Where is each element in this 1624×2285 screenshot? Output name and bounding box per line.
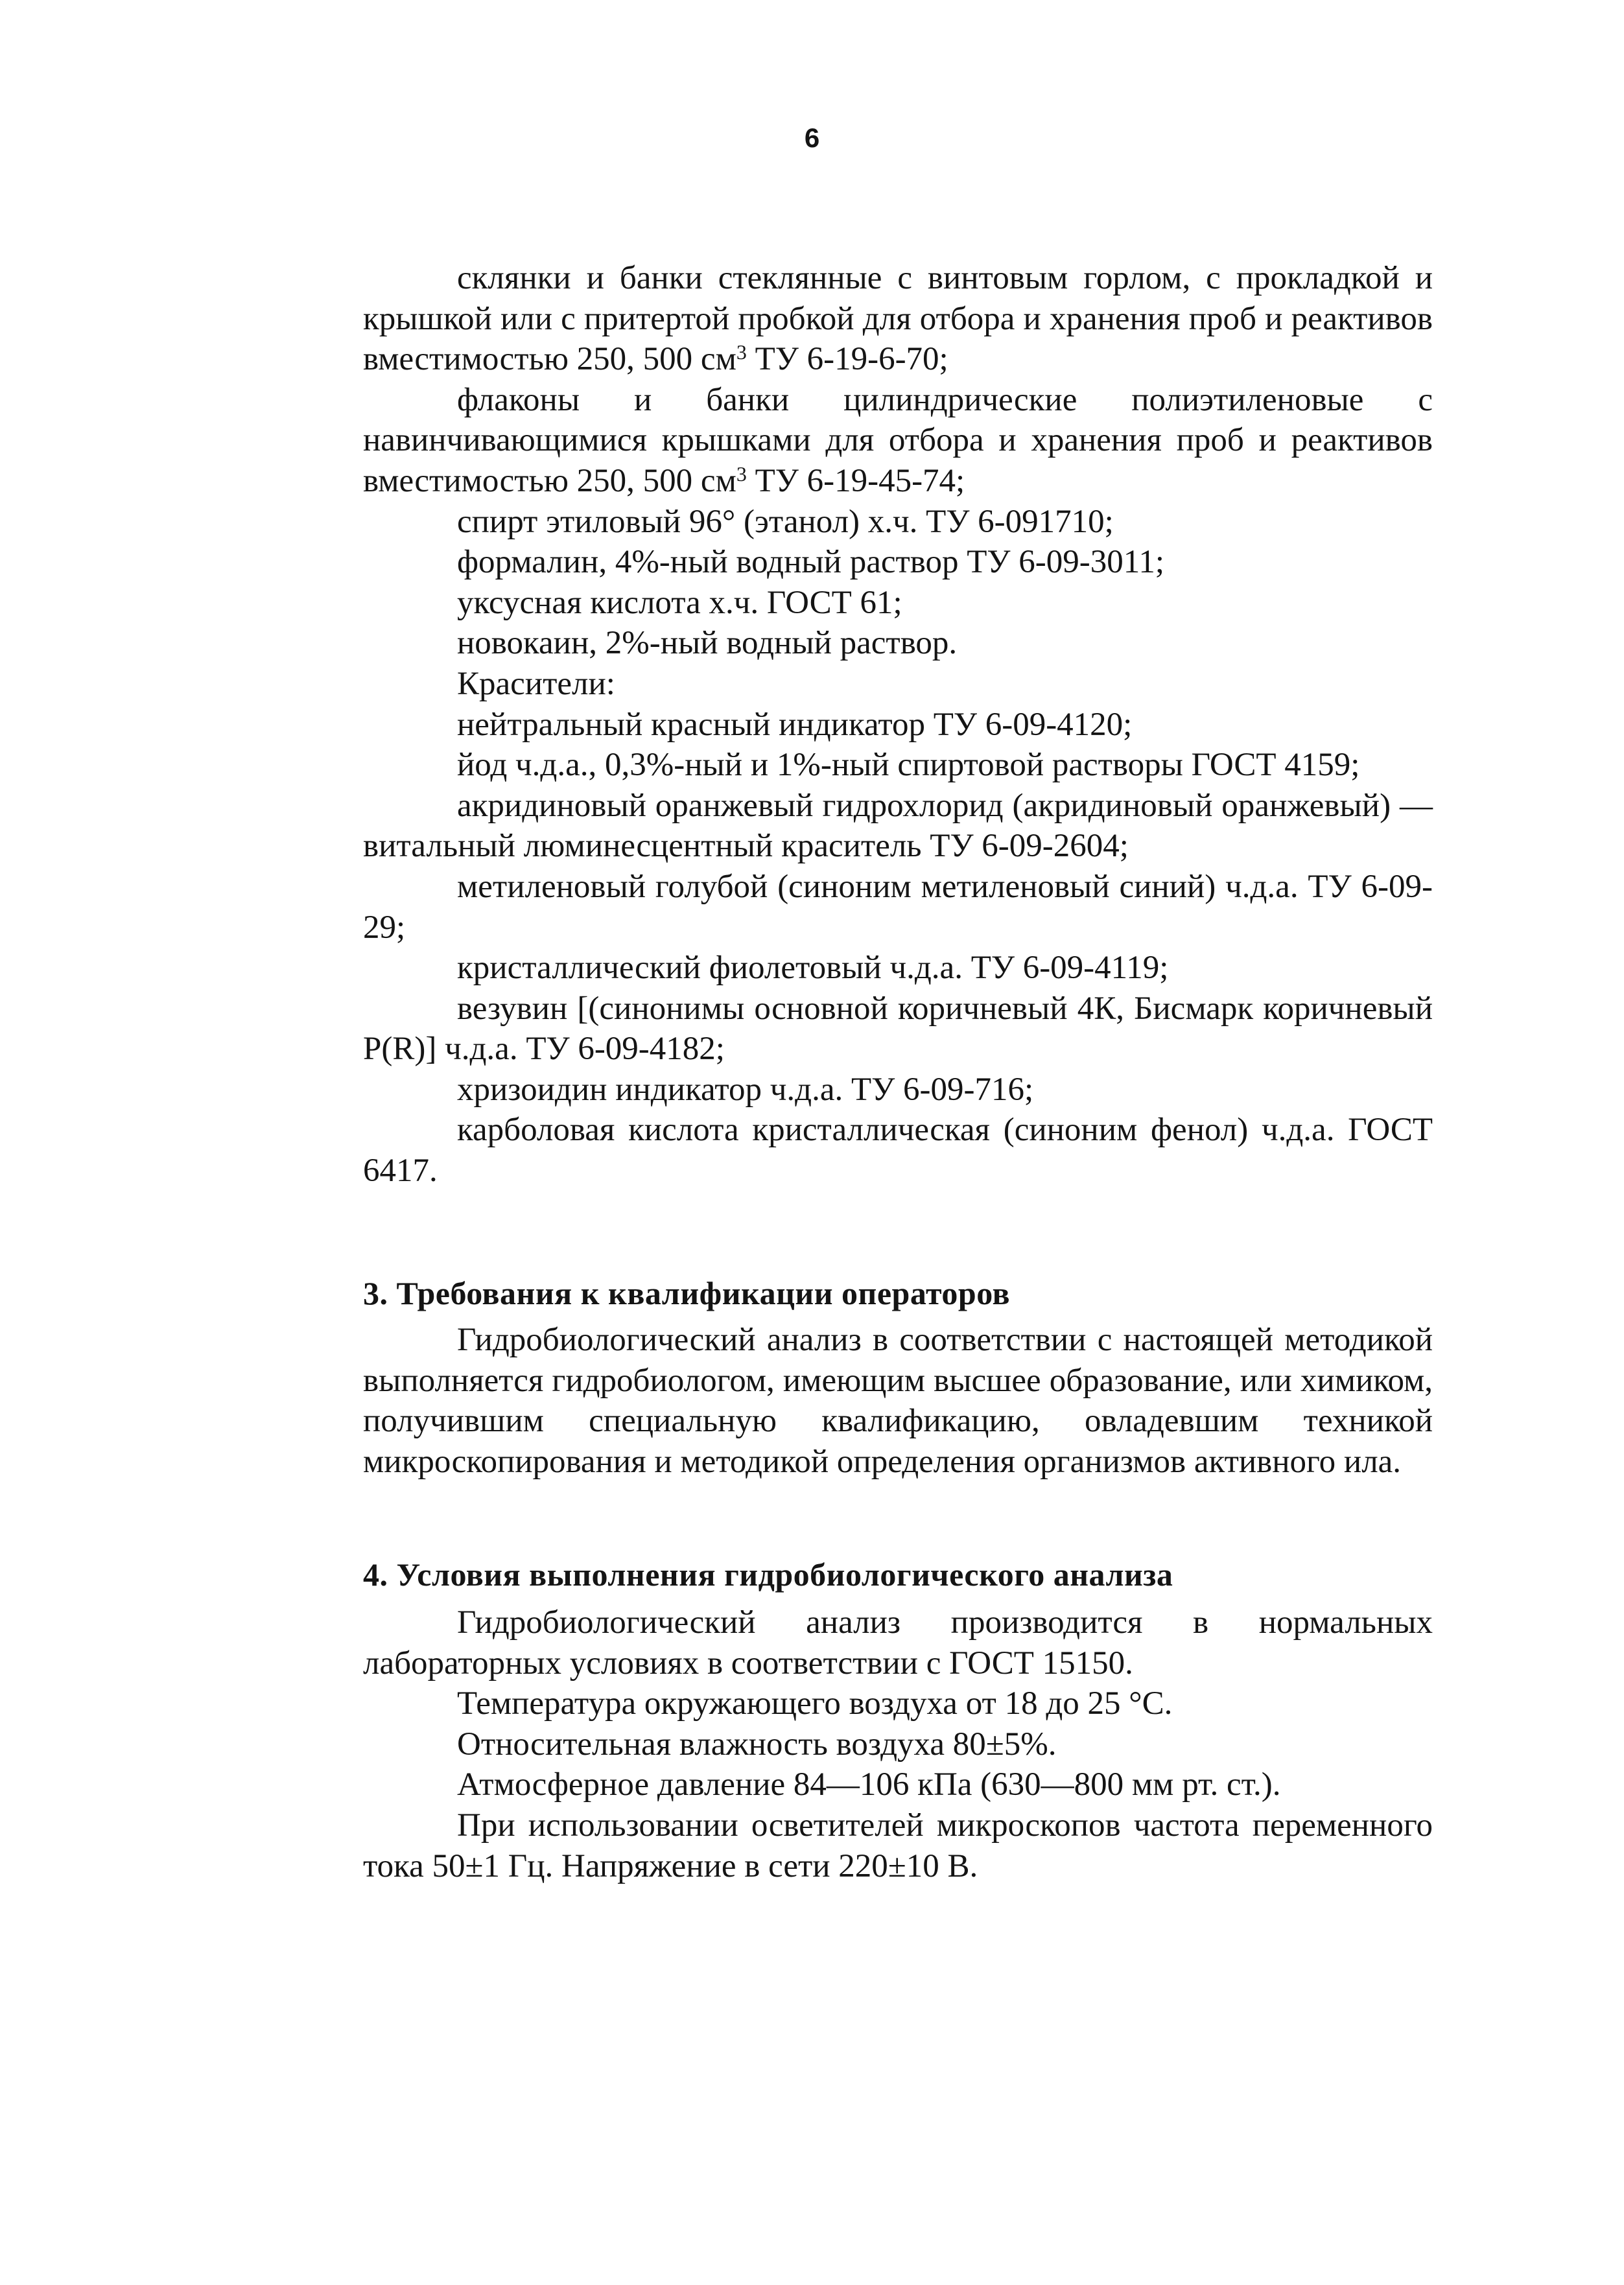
vials-text: флаконы и банки цилиндрические полиэтиленовые с навинчивающимися крышками для отбора и хранения проб и реактивов вместимостью 250, 500 см: [363, 381, 1433, 499]
jars-text: склянки и банки стеклянные с винтовым горлом, с прокладкой и крышкой или с притертой пробкой для отбора и хранения проб и реактивов вместимостью 250, 500 см: [363, 260, 1433, 378]
list-item-crystal-violet: кристаллический фиолетовый ч.д.а. ТУ 6-09-4119;: [457, 950, 1169, 987]
page-number: 6: [804, 123, 820, 153]
section-4-body: [363, 1602, 1433, 1886]
list-item-vesuvin: везувин [(синонимы основной коричневый 4К, Бисмарк коричневый Р(R)] ч.д.а. ТУ 6-09-4182;: [363, 990, 1433, 1068]
section-4-paragraph-humidity: Относительная влажность воздуха 80±5%.: [457, 1726, 1057, 1763]
list-item-carbolic-acid: карболовая кислота кристаллическая (синоним фенол) ч.д.а. ГОСТ 6417.: [363, 1112, 1433, 1189]
list-item-methylene-blue: метиленовый голубой (синоним метиленовый синий) ч.д.а. ТУ 6-09-29;: [363, 868, 1433, 946]
section-4-paragraph-power: При использовании осветителей микроскопов частота переменного тока 50±1 Гц. Напряжение в сети 220±10 В.: [363, 1807, 1433, 1884]
list-item-chrysoidine: хризоидин индикатор ч.д.а. ТУ 6-09-716;: [457, 1071, 1034, 1108]
vials-spec: ТУ 6-19-45-74;: [746, 462, 965, 499]
section-4-paragraph-pressure: Атмосферное давление 84—106 кПа (630—800 мм рт. ст.).: [457, 1766, 1281, 1803]
list-item-ethanol: спирт этиловый 96° (этанол) х.ч. ТУ 6-091710;: [457, 503, 1114, 540]
list-item-iodine: йод ч.д.а., 0,3%-ный и 1%-ный спиртовой растворы ГОСТ 4159;: [457, 747, 1360, 784]
superscript: 3: [736, 340, 747, 364]
list-item-vials: [363, 380, 1433, 502]
jars-spec: ТУ 6-19-6-70;: [746, 341, 948, 378]
list-item-formalin: формалин, 4%-ный водный раствор ТУ 6-09-3011;: [457, 544, 1164, 581]
section-4-paragraph-temperature: Температура окружающего воздуха от 18 до 25 °С.: [457, 1685, 1173, 1722]
list-item-acetic-acid: уксусная кислота х.ч. ГОСТ 61;: [457, 584, 902, 621]
superscript: 3: [736, 462, 747, 486]
section-3-body: [363, 1320, 1433, 1482]
section-4-heading: 4. Условия выполнения гидробиологического анализа: [363, 1556, 1173, 1593]
section-4-paragraph-lab-conditions: Гидробиологический анализ производится в нормальных лабораторных условиях в соответствии с ГОСТ 15150.: [363, 1604, 1433, 1682]
section-3-paragraph: Гидробиологический анализ в соответствии с настоящей методикой выполняется гидробиологом, имеющим высшее образование, или химиком, получившим специальную квалификацию, овладевшим техникой микроскопирования и методикой определения организмов активного ила.: [363, 1322, 1433, 1480]
list-item-acridine-orange: акридиновый оранжевый гидрохлорид (акридиновый оранжевый) — витальный люминесцентный краситель ТУ 6-09-2604;: [363, 787, 1433, 865]
list-item-neutral-red: нейтральный красный индикатор ТУ 6-09-4120;: [457, 706, 1133, 743]
list-item-jars: [363, 258, 1433, 380]
section-3-heading: 3. Требования к квалификации операторов: [363, 1275, 1010, 1311]
list-item-novocaine: новокаин, 2%-ный водный раствор.: [457, 625, 958, 662]
dyes-title: Красители:: [457, 665, 615, 702]
materials-list: [363, 258, 1433, 1191]
